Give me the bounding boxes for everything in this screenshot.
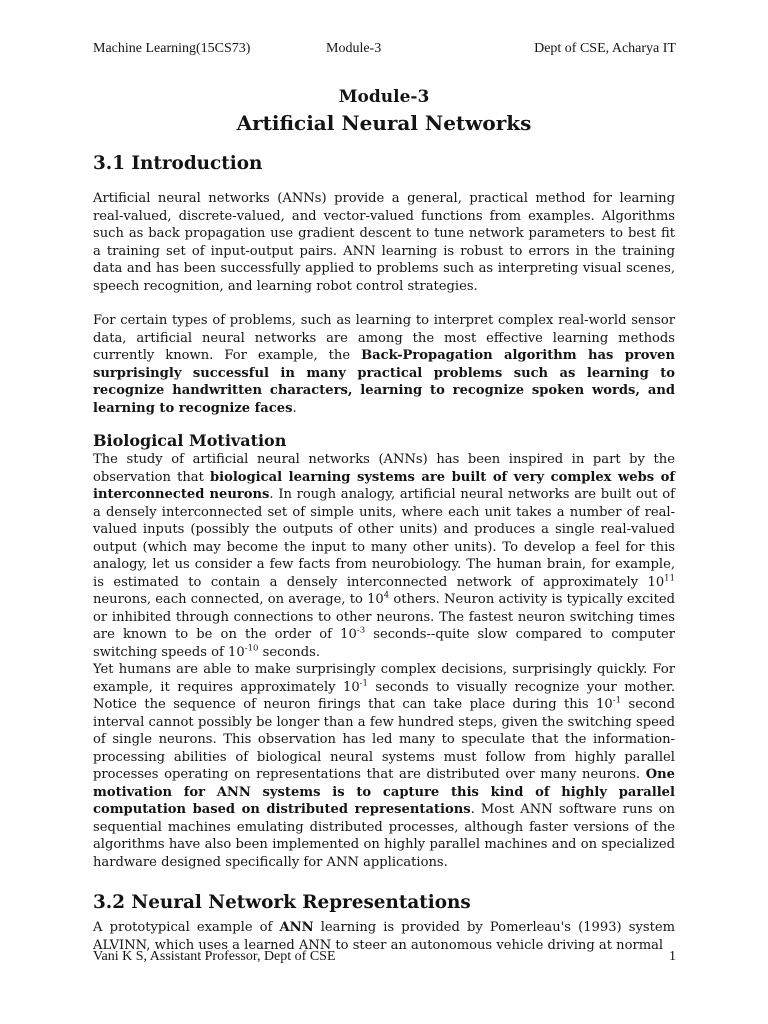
text-run: neurons, each connected, on average, to 10 [93,592,384,607]
superscript: -10 [244,643,259,654]
superscript: 11 [664,573,675,584]
superscript: -1 [612,695,622,706]
text-run: learning is provided by Pomerleau's (1993) system ALVINN, which uses a learned ANN to steer an autonomous vehicle driving at normal [93,920,676,953]
document-title: Artificial Neural Networks [236,111,532,135]
bio-paragraph-2 [93,661,675,871]
bold-text-run: biological learning systems are built of very complex webs of interconnected neurons [93,469,675,502]
superscript: -1 [359,678,368,689]
text-run: . [292,400,297,416]
text-run: seconds--quite slow compared to computer switching speeds of 10 [93,627,675,660]
section-heading-representations: 3.2 Neural Network Representations [93,892,471,913]
page-footer [93,949,676,969]
header-course: Machine Learning(15CS73) [93,41,251,56]
section-heading-introduction: 3.1 Introduction [93,153,263,174]
intro-paragraph-2 [93,312,675,417]
text-run: others. Neuron activity is typically excited or inhibited through connections to other neurons. The fastest neuron switching times are known to be on the order of 10 [93,592,675,642]
intro-paragraph-1: Artificial neural networks (ANNs) provide a general, practical method for learning real-valued, discrete-valued, and vector-valued functions from examples. Algorithms such as back propagation use gradient descent to tune network parameters to best fit a training set of input-output pairs. ANN learning is robust to errors in the training data and has been successfully applied to problems such as interpreting visual scenes, speech recognition, and learning robot control strategies. [93,191,675,294]
text-run: . Most ANN software runs on sequential machines emulating distributed processes, although faster versions of the algorithms have also been implemented on highly parallel machines and on specialized hardware designed specifically for ANN applications. [93,802,675,870]
page-number: 1 [669,949,676,964]
superscript: 4 [383,590,390,601]
page-header [93,41,676,61]
page-content [93,86,675,954]
subheading-biological-motivation: Biological Motivation [93,431,287,450]
bio-paragraph-1 [93,451,675,661]
text-run: For certain types of problems, such as learning to interpret complex real-world sensor data, artificial neural networks are among the most effective learning methods currently known. For example, the [93,313,675,363]
module-title: Module-3 [338,87,430,107]
text-run: . In rough analogy, artificial neural networks are built out of a densely interconnected set of simple units, where each unit takes a number of real-valued inputs (possibly the outputs of other units) and produces a single real-valued output (which may become the input to many other units). To develop a feel for this analogy, let us consider a few facts from neurobiology. The human brain, for example, is estimated to contain a densely interconnected network of approximately 10 [93,487,676,590]
superscript: -3 [356,625,366,636]
text-run: second interval cannot possibly be longer than a few hundred steps, given the switching speed of single neurons. This observation has led many to speculate that the information-processing abilities of biological neural systems must follow from highly parallel processes operating on representations that are distributed over many neurons. [93,697,675,782]
text-run: seconds. [258,644,320,660]
text-run: seconds to visually recognize your mother. Notice the sequence of neuron firings that can take place during this 10 [93,679,675,712]
header-dept: Dept of CSE, Acharya IT [534,41,676,56]
footer-author: Vani K S, Assistant Professor, Dept of CSE [93,949,336,964]
header-module: Module-3 [326,41,382,56]
text-run: Yet humans are able to make surprisingly complex decisions, surprisingly quickly. For example, it requires approximately 10 [93,662,675,695]
text-run: The study of artificial neural networks (ANNs) has been inspired in part by the observation that [93,452,675,485]
bold-text-run: Back-Propagation algorithm has proven surprisingly successful in many practical problems such as learning to recognize handwritten characters, learning to recognize spoken words, and learning to recognize faces [93,348,675,416]
bold-text-run: One motivation for ANN systems is to capture this kind of highly parallel computation based on distributed representations [93,767,675,817]
bold-text-run: ANN [279,920,314,935]
text-run: A prototypical example of [93,920,280,935]
